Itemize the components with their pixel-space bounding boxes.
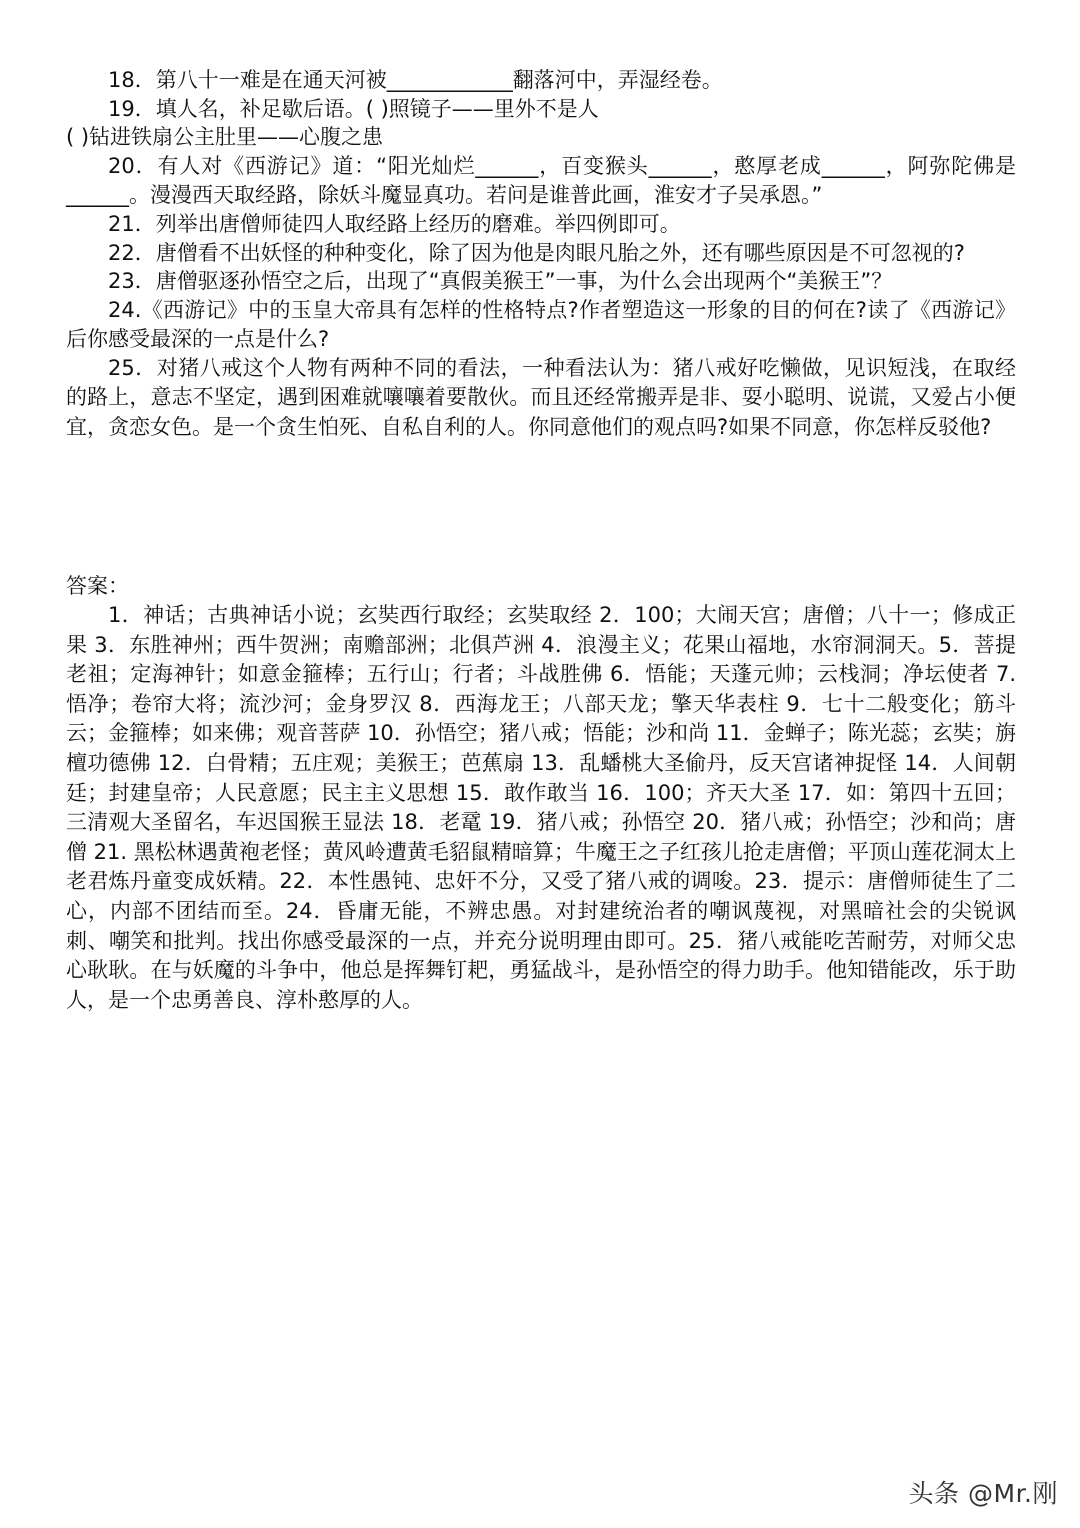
question-23: 23．唐僧驱逐孙悟空之后，出现了“真假美猴王”一事，为什么会出现两个“美猴王”？: [108, 269, 893, 294]
question-21: 21．列举出唐僧师徒四人取经路上经历的磨难。举四例即可。: [108, 212, 681, 237]
question-list: [66, 66, 1016, 442]
question-20: 20．有人对《西游记》道：“阳光灿烂______，百变猴头______，憨厚老成______，阿弥陀佛是______。漫漫西天取经路，除妖斗魔显真功。若问是谁普此画，淮安才子吴承恩。”: [66, 153, 1016, 207]
answer-section: [66, 572, 1016, 1015]
question-19-continued: ( )钻进铁扇公主肚里——心腹之患: [66, 125, 384, 149]
question-25: 25．对猪八戒这个人物有两种不同的看法，一种看法认为：猪八戒好吃懒做，见识短浅，在取经的路上，意志不坚定，遇到困难就嚷嚷着要散伙。而且还经常搬弄是非、耍小聪明、说谎，又爱占小便宜，贪恋女色。是一个贪生怕死、自私自利的人。你同意他们的观点吗?如果不同意，你怎样反驳他?: [66, 356, 1016, 439]
question-22: 22．唐僧看不出妖怪的种种变化，除了因为他是肉眼凡胎之外，还有哪些原因是不可忽视的?: [108, 240, 965, 265]
question-24: 24.《西游记》中的玉皇大帝具有怎样的性格特点?作者塑造这一形象的目的何在?读了《西游记》后你感受最深的一点是什么?: [66, 297, 1016, 351]
answer-body: 1．神话；古典神话小说；玄奘西行取经；玄奘取经 2．100；大闹天宫；唐僧；八十一；修成正果 3．东胜神州；西牛贺洲；南赡部洲；北俱芦洲 4．浪漫主义；花果山福地，水帘洞洞天。5．菩提老祖；定海神针；如意金箍棒；五行山；行者；斗战胜佛 6．悟能；天蓬元帅；云栈洞；净坛使者 7. 悟净；卷帘大将；流沙河；金身罗汉 8．西海龙王；八部天龙；擎天华表柱 9．七十二般变化；筋斗云；金箍棒；如来佛；观音菩萨 10．孙悟空；猪八戒；悟能；沙和尚 11．金蝉子；陈光蕊；玄奘；旃檀功德佛 12．白骨精；五庄观；美猴王；芭蕉扇 13．乱蟠桃大圣偷丹，反天宫诸神捉怪 14．人间朝廷；封建皇帝；人民意愿；民主主义思想 15．敢作敢当 16．100；齐天大圣 17．如：第四十五回；三清观大圣留名，车迟国猴王显法 18．老鼋 19．猪八戒；孙悟空 20．猪八戒；孙悟空；沙和尚；唐僧 21. 黑松林遇黄袍老怪；黄风岭遭黄毛貂鼠精暗算；牛魔王之子红孩儿抢走唐僧；平顶山莲花洞太上老君炼丹童变成妖精。22．本性愚钝、忠奸不分，又受了猪八戒的调唆。23．提示：唐僧师徒生了二心，内部不团结而至。24．昏庸无能，不辨忠愚。对封建统治者的嘲讽蔑视，对黑暗社会的尖锐讽刺、嘲笑和批判。找出你感受最深的一点，并充分说明理由即可。25．猪八戒能吃苦耐劳，对师父忠心耿耿。在与妖魔的斗争中，他总是挥舞钉耙，勇猛战斗，是孙悟空的得力助手。他知错能改，乐于助人，是一个忠勇善良、淳朴憨厚的人。: [66, 603, 1016, 1012]
question-19: 19．填人名，补足歇后语。( )照镜子——里外不是人: [108, 96, 599, 121]
answer-heading: 答案：: [66, 574, 129, 598]
question-18: 18．第八十一难是在通天河被____________翻落河中，弄湿经卷。: [108, 68, 723, 92]
watermark: 头条 @Mr.刚: [908, 1479, 1058, 1508]
